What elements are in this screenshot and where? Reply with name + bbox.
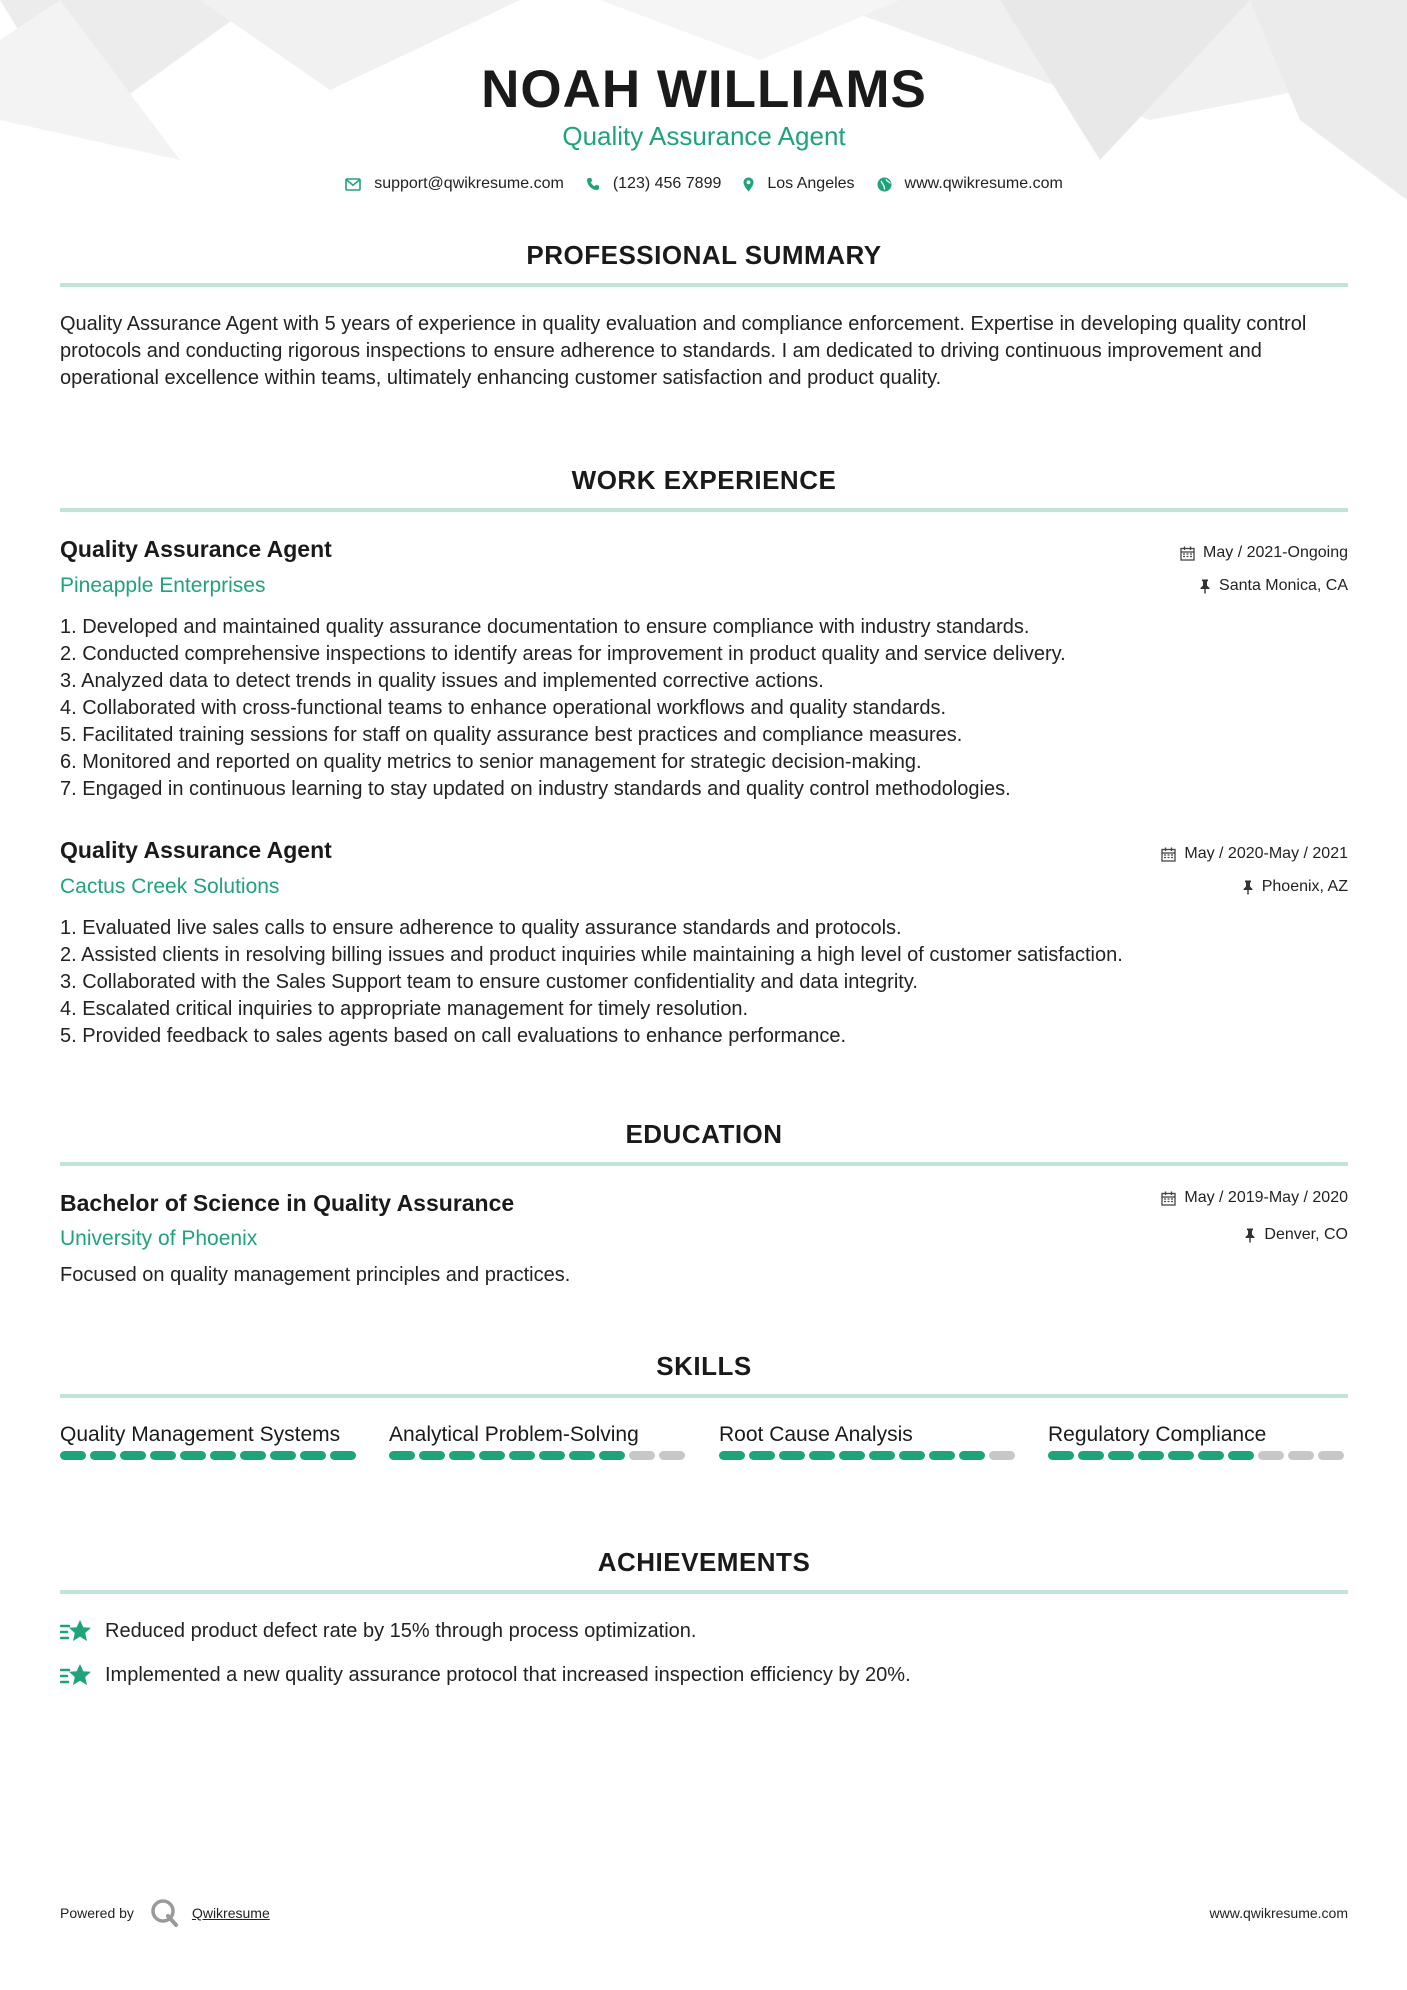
education-description: Focused on quality management principles and practices. [60, 1264, 571, 1286]
powered-by-label: Powered by [60, 1905, 134, 1921]
achievement-text: Implemented a new quality assurance protocol that increased inspection efficiency by 20%. [105, 1664, 911, 1686]
skill-level-segment [90, 1451, 116, 1460]
skill-level-segment [1228, 1451, 1254, 1460]
skill-level-segment [809, 1451, 835, 1460]
skill-level-segment [120, 1451, 146, 1460]
job-date-text: May / 2020-May / 2021 [1184, 845, 1348, 862]
achievements-section-divider [60, 1590, 1348, 1594]
candidate-name: NOAH WILLIAMS [481, 60, 927, 119]
achievement-text: Reduced product defect rate by 15% through process optimization. [105, 1620, 697, 1642]
skill-level-segment [150, 1451, 176, 1460]
pushpin-icon [1199, 579, 1211, 594]
summary-text: Quality Assurance Agent with 5 years of experience in quality evaluation and compliance enforcement. Expertise in developing quality control protocols and conducting rigorous inspections to ensure adherence to standards. I am dedicated to driving continuous improvement and operational excellence within teams, ultimately enhancing customer satisfaction and product quality. [60, 313, 1307, 389]
education-section-divider [60, 1162, 1348, 1166]
skills-section-divider [60, 1394, 1348, 1398]
skill-level-segment [330, 1451, 356, 1460]
skill-level-segment [569, 1451, 595, 1460]
skill-level-segment [1078, 1451, 1104, 1460]
list-item: 3. Analyzed data to detect trends in quality issues and implemented corrective actions. [60, 670, 824, 692]
footer-powered-by [60, 1898, 270, 1928]
contact-bar [60, 172, 1348, 196]
skill-level-segment [599, 1451, 625, 1460]
skill-level-segment [509, 1451, 535, 1460]
skill-level-segment [1318, 1451, 1344, 1460]
list-item: 4. Collaborated with cross-functional teams to enhance operational workflows and quality standards. [60, 697, 947, 719]
skill-item [1048, 1421, 1348, 1460]
skill-level-segment [1108, 1451, 1134, 1460]
skill-name: Root Cause Analysis [719, 1423, 913, 1446]
skill-level-segment [210, 1451, 236, 1460]
map-pin-icon [743, 177, 754, 192]
qwikresume-logo-icon [150, 1898, 180, 1928]
education-location-text: Denver, CO [1264, 1226, 1348, 1243]
skill-level-segment [419, 1451, 445, 1460]
list-item: 3. Collaborated with the Sales Support team to ensure customer confidentiality and data integrity. [60, 971, 918, 993]
skill-item [60, 1421, 360, 1460]
list-item: 2. Conducted comprehensive inspections to identify areas for improvement in product quality and service delivery. [60, 643, 1066, 665]
calendar-icon [1180, 546, 1195, 561]
achievements-section-title: ACHIEVEMENTS [597, 1547, 811, 1577]
skill-level-segment [60, 1451, 86, 1460]
job-title: Quality Assurance Agent [60, 837, 332, 863]
skill-level-bar [1048, 1451, 1348, 1460]
skill-level-bar [389, 1451, 689, 1460]
skill-level-segment [389, 1451, 415, 1460]
star-icon [60, 1663, 93, 1689]
skill-level-segment [899, 1451, 925, 1460]
experience-section-divider [60, 508, 1348, 512]
skill-item [719, 1421, 1019, 1460]
contact-email[interactable] [345, 172, 564, 196]
job-location-text: Phoenix, AZ [1261, 878, 1348, 895]
job-bullet-list [60, 614, 1348, 803]
skill-level-segment [1168, 1451, 1194, 1460]
skill-level-segment [659, 1451, 685, 1460]
job-company: Cactus Creek Solutions [60, 875, 280, 898]
calendar-icon [1161, 1191, 1176, 1206]
phone-icon [586, 177, 600, 191]
skill-level-segment [629, 1451, 655, 1460]
pushpin-icon [1242, 880, 1254, 895]
footer-website[interactable]: www.qwikresume.com [1209, 1905, 1348, 1921]
achievement-item [60, 1618, 696, 1645]
contact-location-text: Los Angeles [767, 175, 855, 192]
envelope-icon [345, 178, 361, 191]
skill-level-segment [1258, 1451, 1284, 1460]
contact-location [743, 172, 854, 196]
list-item: 2. Assisted clients in resolving billing issues and product inquiries while maintaining a high level of customer satisfaction. [60, 944, 1123, 966]
skill-level-segment [779, 1451, 805, 1460]
school-name: University of Phoenix [60, 1227, 258, 1250]
skill-level-segment [240, 1451, 266, 1460]
summary-section-divider [60, 283, 1348, 287]
education-location [1244, 1224, 1348, 1246]
contact-phone[interactable] [586, 172, 722, 196]
skill-level-segment [929, 1451, 955, 1460]
skill-level-segment [1288, 1451, 1314, 1460]
skill-level-segment [1048, 1451, 1074, 1460]
job-company: Pineapple Enterprises [60, 574, 266, 597]
list-item: 1. Developed and maintained quality assurance documentation to ensure compliance with industry standards. [60, 616, 1030, 638]
degree-title: Bachelor of Science in Quality Assurance [60, 1190, 515, 1216]
skill-name: Analytical Problem-Solving [389, 1423, 639, 1446]
job-date-text: May / 2021-Ongoing [1203, 544, 1348, 561]
education-section-title: EDUCATION [625, 1119, 783, 1149]
contact-phone-text: (123) 456 7899 [612, 175, 722, 192]
contact-website[interactable] [877, 172, 1063, 196]
skill-level-segment [839, 1451, 865, 1460]
skill-level-segment [959, 1451, 985, 1460]
skill-level-segment [539, 1451, 565, 1460]
skill-level-segment [479, 1451, 505, 1460]
list-item: 5. Provided feedback to sales agents based on call evaluations to enhance performance. [60, 1025, 847, 1047]
list-item: 6. Monitored and reported on quality metrics to senior management for strategic decision-making. [60, 751, 922, 773]
contact-email-text: support@qwikresume.com [374, 175, 564, 192]
pushpin-icon [1244, 1228, 1256, 1243]
skill-level-segment [270, 1451, 296, 1460]
skill-level-segment [180, 1451, 206, 1460]
skill-level-segment [1138, 1451, 1164, 1460]
education-date-text: May / 2019-May / 2020 [1184, 1189, 1348, 1206]
experience-section-title: WORK EXPERIENCE [571, 465, 837, 495]
skill-level-segment [300, 1451, 326, 1460]
skill-level-segment [449, 1451, 475, 1460]
skill-level-segment [719, 1451, 745, 1460]
job-location-text: Santa Monica, CA [1219, 577, 1348, 594]
achievement-item [60, 1662, 911, 1689]
candidate-role: Quality Assurance Agent [562, 121, 846, 151]
job-title: Quality Assurance Agent [60, 536, 332, 562]
job-date [1161, 843, 1348, 865]
skill-level-segment [1198, 1451, 1224, 1460]
list-item: 5. Facilitated training sessions for staff on quality assurance best practices and compliance measures. [60, 724, 963, 746]
job-bullet-list [60, 915, 1348, 1050]
skill-item [389, 1421, 689, 1460]
list-item: 4. Escalated critical inquiries to appropriate management for timely resolution. [60, 998, 749, 1020]
qwikresume-link[interactable]: Qwikresume [191, 1905, 270, 1921]
list-item: 7. Engaged in continuous learning to stay updated on industry standards and quality control methodologies. [60, 778, 1011, 800]
star-icon [60, 1619, 93, 1645]
summary-section-title: PROFESSIONAL SUMMARY [526, 240, 882, 270]
skill-name: Regulatory Compliance [1048, 1423, 1267, 1446]
globe-icon [877, 177, 892, 192]
calendar-icon [1161, 847, 1176, 862]
skill-name: Quality Management Systems [60, 1423, 341, 1446]
skill-level-segment [989, 1451, 1015, 1460]
list-item: 1. Evaluated live sales calls to ensure adherence to quality assurance standards and protocols. [60, 917, 902, 939]
job-location [1199, 575, 1348, 597]
skill-level-bar [60, 1451, 360, 1460]
job-location [1242, 876, 1348, 898]
job-date [1180, 542, 1348, 564]
skills-section-title: SKILLS [656, 1351, 752, 1381]
contact-website-text: www.qwikresume.com [904, 175, 1063, 192]
skill-level-segment [869, 1451, 895, 1460]
education-date [1161, 1187, 1348, 1209]
skill-level-bar [719, 1451, 1019, 1460]
skill-level-segment [749, 1451, 775, 1460]
